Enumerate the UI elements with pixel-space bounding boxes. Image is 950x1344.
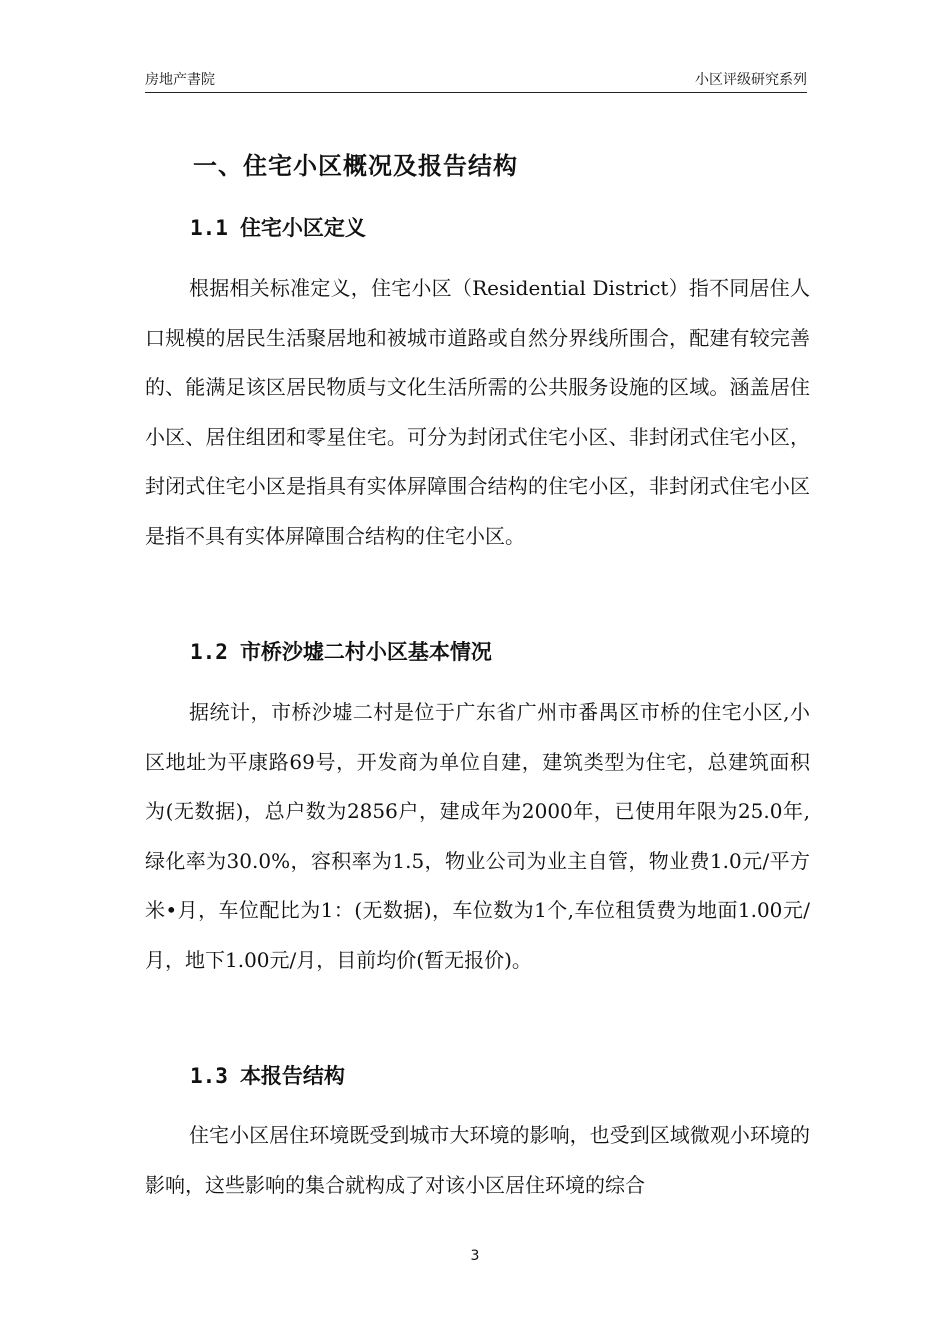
chapter-title: 一、住宅小区概况及报告结构 bbox=[193, 152, 518, 180]
section-title: 本报告结构 bbox=[239, 1064, 345, 1088]
section-paragraph-1-3: 住宅小区居住环境既受到城市大环境的影响，也受到区域微观小环境的影响，这些影响的集合就构成了对该小区居住环境的综合 bbox=[145, 1123, 810, 1197]
section-heading-1-1 bbox=[190, 212, 366, 242]
page-header bbox=[145, 66, 807, 93]
page-number: 3 bbox=[470, 1248, 480, 1264]
section-number: 1.1 bbox=[190, 216, 228, 240]
section-number: 1.2 bbox=[190, 640, 228, 664]
section-title: 住宅小区定义 bbox=[239, 216, 366, 240]
section-heading-1-2 bbox=[190, 636, 492, 666]
section-heading-1-3 bbox=[190, 1060, 345, 1090]
section-title: 市桥沙墟二村小区基本情况 bbox=[239, 640, 492, 664]
section-number: 1.3 bbox=[190, 1064, 228, 1088]
section-paragraph-1-1: 根据相关标准定义，住宅小区（Residential District）指不同居住人口规模的居民生活聚居地和被城市道路或自然分界线所围合，配建有较完善的、能满足该区居民物质与文化生活所需的公共服务设施的区域。涵盖居住小区、居住组团和零星住宅。可分为封闭式住宅小区、非封闭式住宅小区，封闭式住宅小区是指具有实体屏障围合结构的住宅小区，非封闭式住宅小区是指不具有实体屏障围合结构的住宅小区。 bbox=[145, 276, 810, 548]
header-series: 小区评级研究系列 bbox=[695, 72, 807, 88]
section-paragraph-1-2: 据统计，市桥沙墟二村是位于广东省广州市番禺区市桥的住宅小区,小区地址为平康路69号，开发商为单位自建，建筑类型为住宅，总建筑面积为(无数据)，总户数为2856户，建成年为2000年，已使用年限为25.0年,绿化率为30.0%，容积率为1.5，物业公司为业主自管，物业费1.0元/平方米•月，车位配比为1：(无数据)，车位数为1个,车位租赁费为地面1.00元/月，地下1.00元/月，目前均价(暂无报价)。 bbox=[145, 700, 810, 972]
header-publisher: 房地产書院 bbox=[145, 72, 215, 88]
